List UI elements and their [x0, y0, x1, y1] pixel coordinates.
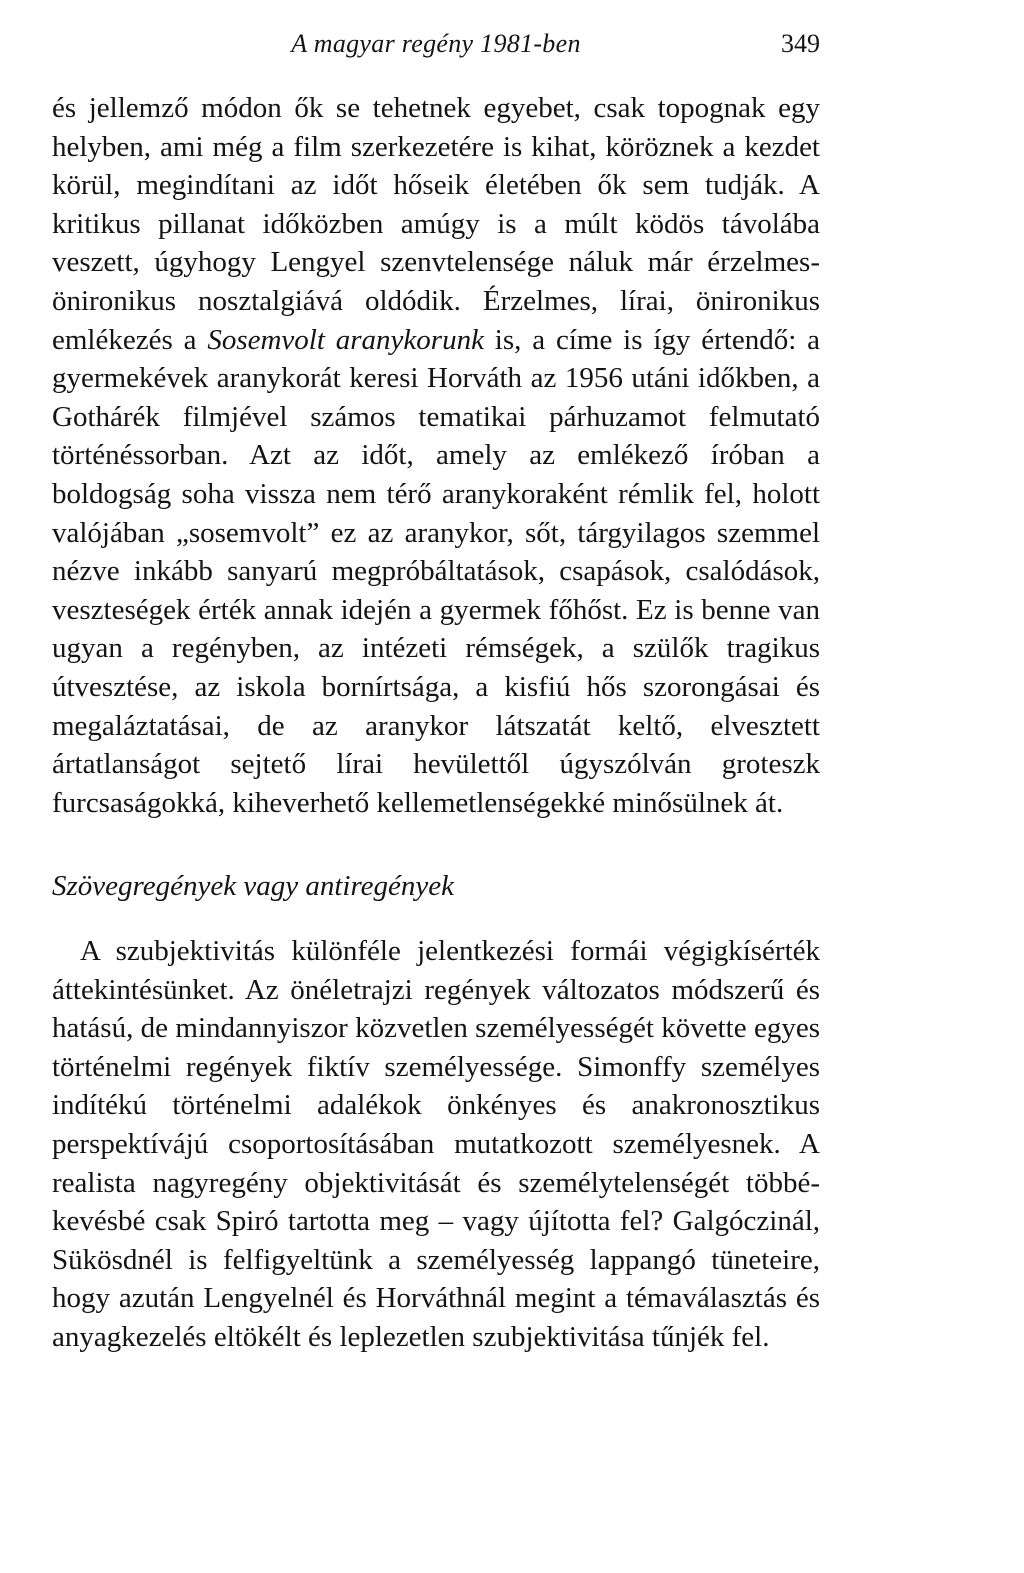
section-paragraph: A szubjektivitás különféle jelentkezési formái végigkísérték áttekintésünket. Az önéletrajzi regények változatos módszerű és hatású, de mindannyiszor közvetlen személyességét követte egyes történelmi regények fiktív személyessége. Simonffy személyes indítékú történelmi adalékok önkényes és anakronosztikus perspektívájú csoportosításában mutatkozott személyesnek. A realista nagyregény objektivitását és személytelenségét többé-kevésbé csak Spiró tartotta meg – vagy újította fel? Galgóczinál, Sükösdnél is felfigyeltünk a személyesség lappangó tüneteire, hogy azután Lengyelnél és Horváthnál megint a témaválasztás és anyagkezelés eltökélt és leplezetlen szubjektivitása tűnjék fel. — [52, 935, 820, 1353]
paragraph-text: is, a címe is így értendő: a gyermekévek aranykorát keresi Horváth az 1956 utáni időkben, a Gothárék filmjével számos tematikai párhuzamot felmutató történéssorban. Azt az időt, amely az emlékező íróban a boldogság soha vissza nem térő aranykoraként rémlik fel, holott valójában „sosemvolt” ez az aranykor, sőt, tárgyilagos szemmel nézve inkább sanyarú megpróbáltatások, csapások, csalódások, veszteségek érték annak idején a gyermek főhőst. Ez is benne van ugyan a regényben, az intézeti rémségek, a szülők tragikus útvesztése, az iskola bornírtsága, a kisfiú hős szorongásai és megaláztatásai, de az aranykor látszatát keltő, elvesztett ártatlanságot sejtető lírai hevülettől úgyszólván groteszk furcsaságokká, kiheverhető kellemetlenségekké minősülnek át. — [52, 323, 820, 819]
paragraph-continued — [52, 89, 820, 822]
running-head — [52, 24, 820, 64]
book-title: Sosemvolt aranykorunk — [207, 323, 484, 356]
running-title: A magyar regény 1981-ben — [291, 29, 581, 58]
paragraph-text: és jellemző módon ők se tehetnek egyebet, csak topognak egy helyben, ami még a film szerkezetére is kihat, köröznek a kezdet körül, megindítani az időt hőseik életében ők sem tudják. A kritikus pillanat időközben amúgy is a múlt ködös távolába veszett, úgyhogy Lengyel szenvtelensége náluk már érzelmes-önironikus nosztalgiává oldódik. Érzelmes, lírai, önironikus emlékezés a — [52, 92, 820, 356]
section-heading: Szövegregények vagy antiregények — [52, 870, 455, 902]
page-number: 349 — [781, 29, 820, 58]
